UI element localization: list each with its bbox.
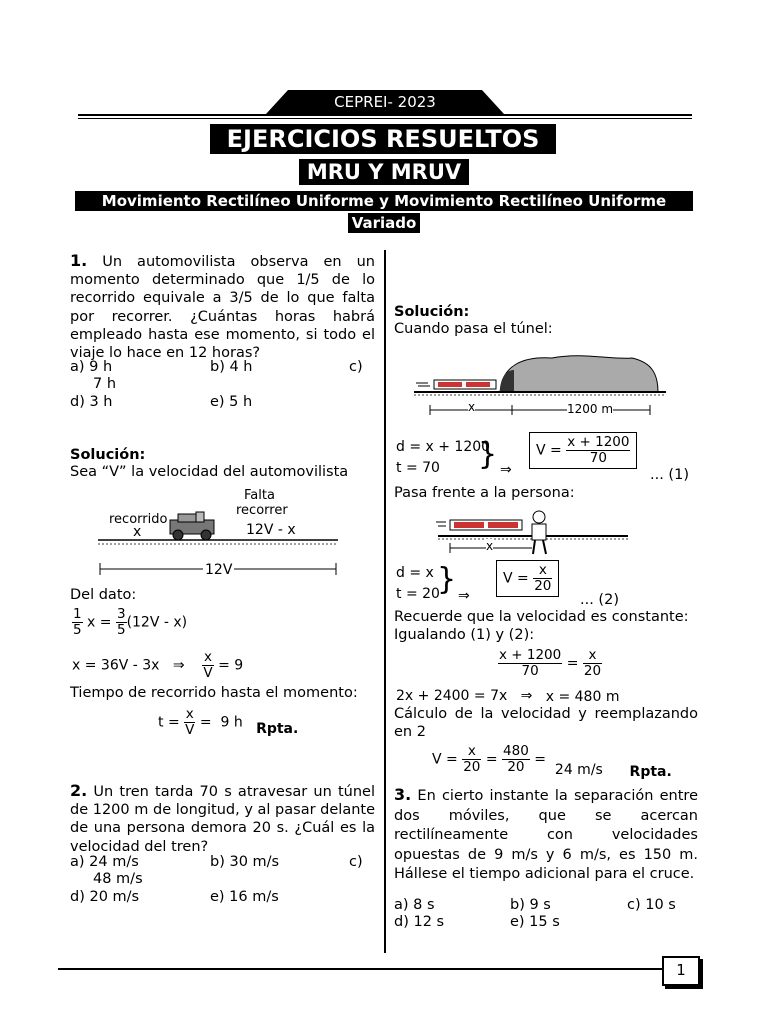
sol2-recuerde: Recuerde que la velocidad es constante: bbox=[394, 609, 689, 625]
problem-1-statement bbox=[70, 252, 375, 362]
fig-recorrido: recorrido bbox=[109, 512, 168, 527]
eq2-rhs: = 9 bbox=[218, 657, 244, 674]
sol2-tunnel-text: Cuando pasa el túnel: bbox=[394, 321, 553, 337]
eq1-den2: 5 bbox=[116, 622, 126, 638]
problem-1-number: 1. bbox=[70, 251, 88, 270]
header-tag bbox=[266, 90, 504, 114]
person-figure bbox=[432, 508, 632, 558]
eq1-rhs: (12V - x) bbox=[126, 614, 188, 631]
eq1-num1: 1 bbox=[73, 606, 82, 622]
p1-solution-intro: Sea “V” la velocidad del automovilista bbox=[70, 464, 349, 480]
eqA-d: d = x + 1200 bbox=[396, 439, 491, 455]
problem-2-statement bbox=[70, 782, 375, 856]
p1-tiempo: Tiempo de recorrido hasta el momento: bbox=[70, 685, 358, 701]
eqA-brace: } bbox=[478, 437, 498, 472]
title-sub: MRU Y MRUV bbox=[299, 159, 469, 185]
eqA-arrow: ⇒ bbox=[500, 462, 512, 478]
p1-option-c-value: 7 h bbox=[93, 376, 117, 392]
page-number: 1 bbox=[662, 956, 700, 986]
p2-option-e: e) 16 m/s bbox=[210, 889, 279, 905]
p3-option-b: b) 9 s bbox=[510, 897, 551, 913]
p1-equation-2 bbox=[72, 650, 243, 681]
eqC-num1: x + 1200 bbox=[499, 647, 562, 663]
tunnel-figure-drawing bbox=[412, 350, 672, 420]
p1-solution-title: Solución: bbox=[70, 447, 146, 463]
eqE-rpta: Rpta. bbox=[629, 763, 672, 780]
tunnel-figure bbox=[412, 350, 672, 420]
sol2-calculo: Cálculo de la velocidad y reemplazando en 2 bbox=[394, 706, 698, 741]
footer-rule bbox=[58, 968, 662, 970]
eqB-ref: ... (2) bbox=[580, 592, 619, 608]
eqB-d: d = x bbox=[396, 565, 434, 581]
eq1-den1: 5 bbox=[73, 622, 82, 638]
eq2-num: x bbox=[203, 649, 212, 665]
header-tag-text: CEPREI- 2023 bbox=[334, 93, 436, 111]
tunnel-fig-len: 1200 m bbox=[567, 402, 614, 416]
eq3-den: V bbox=[185, 722, 195, 738]
eqB-arrow: ⇒ bbox=[458, 588, 470, 604]
eq3-num: x bbox=[185, 706, 194, 722]
problem-2-number: 2. bbox=[70, 781, 88, 800]
fig-x: x bbox=[133, 524, 142, 540]
eqB-brace: } bbox=[437, 562, 457, 597]
sol2-title: Solución: bbox=[394, 304, 470, 320]
eqE-eq: = bbox=[485, 751, 498, 768]
eqB-result bbox=[496, 560, 559, 597]
header-rule-bottom bbox=[78, 118, 692, 119]
eqA-ref: ... (1) bbox=[650, 467, 689, 483]
eq3-t: t = bbox=[158, 714, 180, 731]
p3-option-d: d) 12 s bbox=[394, 914, 445, 930]
p2-option-a: a) 24 m/s bbox=[70, 854, 139, 870]
eqC-den1: 70 bbox=[521, 663, 539, 679]
problem-3-statement: 3. En cierto instante la separación entre dos móviles, que se acercan rectilíneamente con velocidades opuestas de 9 m/s y 6 m/s, es 150 m. Hállese el tiempo adicional para el cruce. bbox=[394, 785, 699, 882]
p1-option-e: e) 5 h bbox=[210, 394, 253, 410]
p1-option-b: b) 4 h bbox=[210, 359, 253, 375]
sol2-igualando: Igualando (1) y (2): bbox=[394, 627, 535, 643]
fig-rest: 12V - x bbox=[246, 522, 296, 538]
eqA-num: x + 1200 bbox=[567, 434, 630, 450]
sol2-eqC bbox=[498, 648, 602, 679]
eq2-lhs: x = 36V - 3x bbox=[72, 657, 160, 674]
problem-3-text2: Hállese el tiempo adicional para el cruce. bbox=[394, 866, 695, 882]
eqC-eq: = bbox=[566, 655, 579, 672]
eqB-num: x bbox=[533, 563, 552, 579]
problem-3-text: En cierto instante la separación entre dos móviles, que se acercan rectilíneamente con velocidades opuestas de 9 m/s y 6 m/s, es bbox=[394, 788, 698, 863]
p3-option-c: c) 10 s bbox=[627, 897, 676, 913]
p2-option-c-value: 48 m/s bbox=[93, 871, 143, 887]
p1-option-d: d) 3 h bbox=[70, 394, 113, 410]
eqB-V: V = bbox=[503, 570, 529, 587]
eqD-rhs: x = 480 m bbox=[545, 689, 620, 705]
eqA-result bbox=[529, 432, 637, 469]
eqB-den: 20 bbox=[534, 578, 552, 594]
eq3-eq: = bbox=[199, 714, 212, 731]
p2-option-b: b) 30 m/s bbox=[210, 854, 280, 870]
p1-option-a: a) 9 h bbox=[70, 359, 113, 375]
sol2-eqE bbox=[432, 743, 672, 780]
title-main: EJERCICIOS RESUELTOS bbox=[210, 124, 556, 154]
eqD-lhs: 2x + 2400 = 7x bbox=[396, 688, 508, 704]
title-desc-line2: Variado bbox=[348, 213, 420, 233]
eqE-den1: 20 bbox=[463, 759, 481, 775]
eq2-den: V bbox=[203, 665, 213, 681]
eqD-arrow: ⇒ bbox=[520, 688, 533, 704]
sol2-person-text: Pasa frente a la persona: bbox=[394, 485, 575, 501]
eq3-answer: 9 h bbox=[220, 714, 243, 731]
eqA-den: 70 bbox=[589, 450, 607, 466]
p1-del-dato: Del dato: bbox=[70, 587, 137, 603]
title-desc-line1: Movimiento Rectilíneo Uniforme y Movimiento Rectilíneo Uniforme bbox=[75, 191, 693, 211]
eqA-t: t = 70 bbox=[396, 460, 440, 476]
eqE-V: V = bbox=[432, 751, 458, 768]
eqC-num2: x bbox=[583, 648, 602, 664]
header-rule-top bbox=[78, 114, 692, 116]
p1-equation-1 bbox=[72, 607, 187, 638]
p1-equation-3 bbox=[158, 707, 298, 738]
sol2-eqB-system bbox=[396, 563, 440, 605]
eqE-den2: 20 bbox=[507, 759, 525, 775]
person-figure-drawing bbox=[432, 508, 632, 558]
fig-recorrer: recorrer bbox=[236, 503, 288, 518]
tunnel-fig-x: x bbox=[468, 400, 476, 414]
problem-3-distance: 150 m bbox=[643, 846, 694, 863]
eqB-t: t = 20 bbox=[396, 586, 440, 602]
column-divider bbox=[384, 250, 386, 953]
problem-2-text: Un tren tarda 70 s atravesar un túnel de 1200 m de longitud, y al pasar delante de una persona demora 20 s. ¿Cuál es la velocidad del tren? bbox=[70, 784, 376, 855]
eqE-num1: x bbox=[462, 744, 481, 760]
eqE-num2: 480 bbox=[503, 743, 529, 759]
p2-option-c: c) bbox=[349, 854, 363, 870]
eq1-x: x = bbox=[87, 614, 112, 631]
car-figure bbox=[96, 488, 346, 578]
eqC-den2: 20 bbox=[583, 663, 602, 679]
sol2-eqD bbox=[396, 688, 619, 704]
person-fig-x: x bbox=[486, 539, 494, 553]
eq1-num2: 3 bbox=[116, 606, 126, 622]
p2-option-d: d) 20 m/s bbox=[70, 889, 140, 905]
eqA-V: V = bbox=[536, 442, 562, 459]
eq3-rpta: Rpta. bbox=[256, 720, 299, 737]
p3-option-a: a) 8 s bbox=[394, 897, 435, 913]
p3-option-e: e) 15 s bbox=[510, 914, 560, 930]
sol2-eqA-system bbox=[396, 437, 490, 479]
fig-total: 12V bbox=[205, 562, 233, 578]
fig-falta: Falta bbox=[244, 488, 275, 503]
eqE-answer: 24 m/s bbox=[554, 761, 603, 778]
eqE-eq2: = bbox=[534, 751, 547, 768]
problem-1-text: Un automovilista observa en un momento determinado que 1/5 de lo recorrido equivale a 3/5 de lo que falta por recorrer. ¿Cuántas horas habrá empleado hasta ese momento, si todo el viaje lo hace en 12 horas? bbox=[70, 254, 375, 362]
problem-3-number: 3. bbox=[394, 785, 412, 804]
p1-option-c: c) bbox=[349, 359, 363, 375]
eq2-arrow: ⇒ bbox=[172, 657, 185, 674]
